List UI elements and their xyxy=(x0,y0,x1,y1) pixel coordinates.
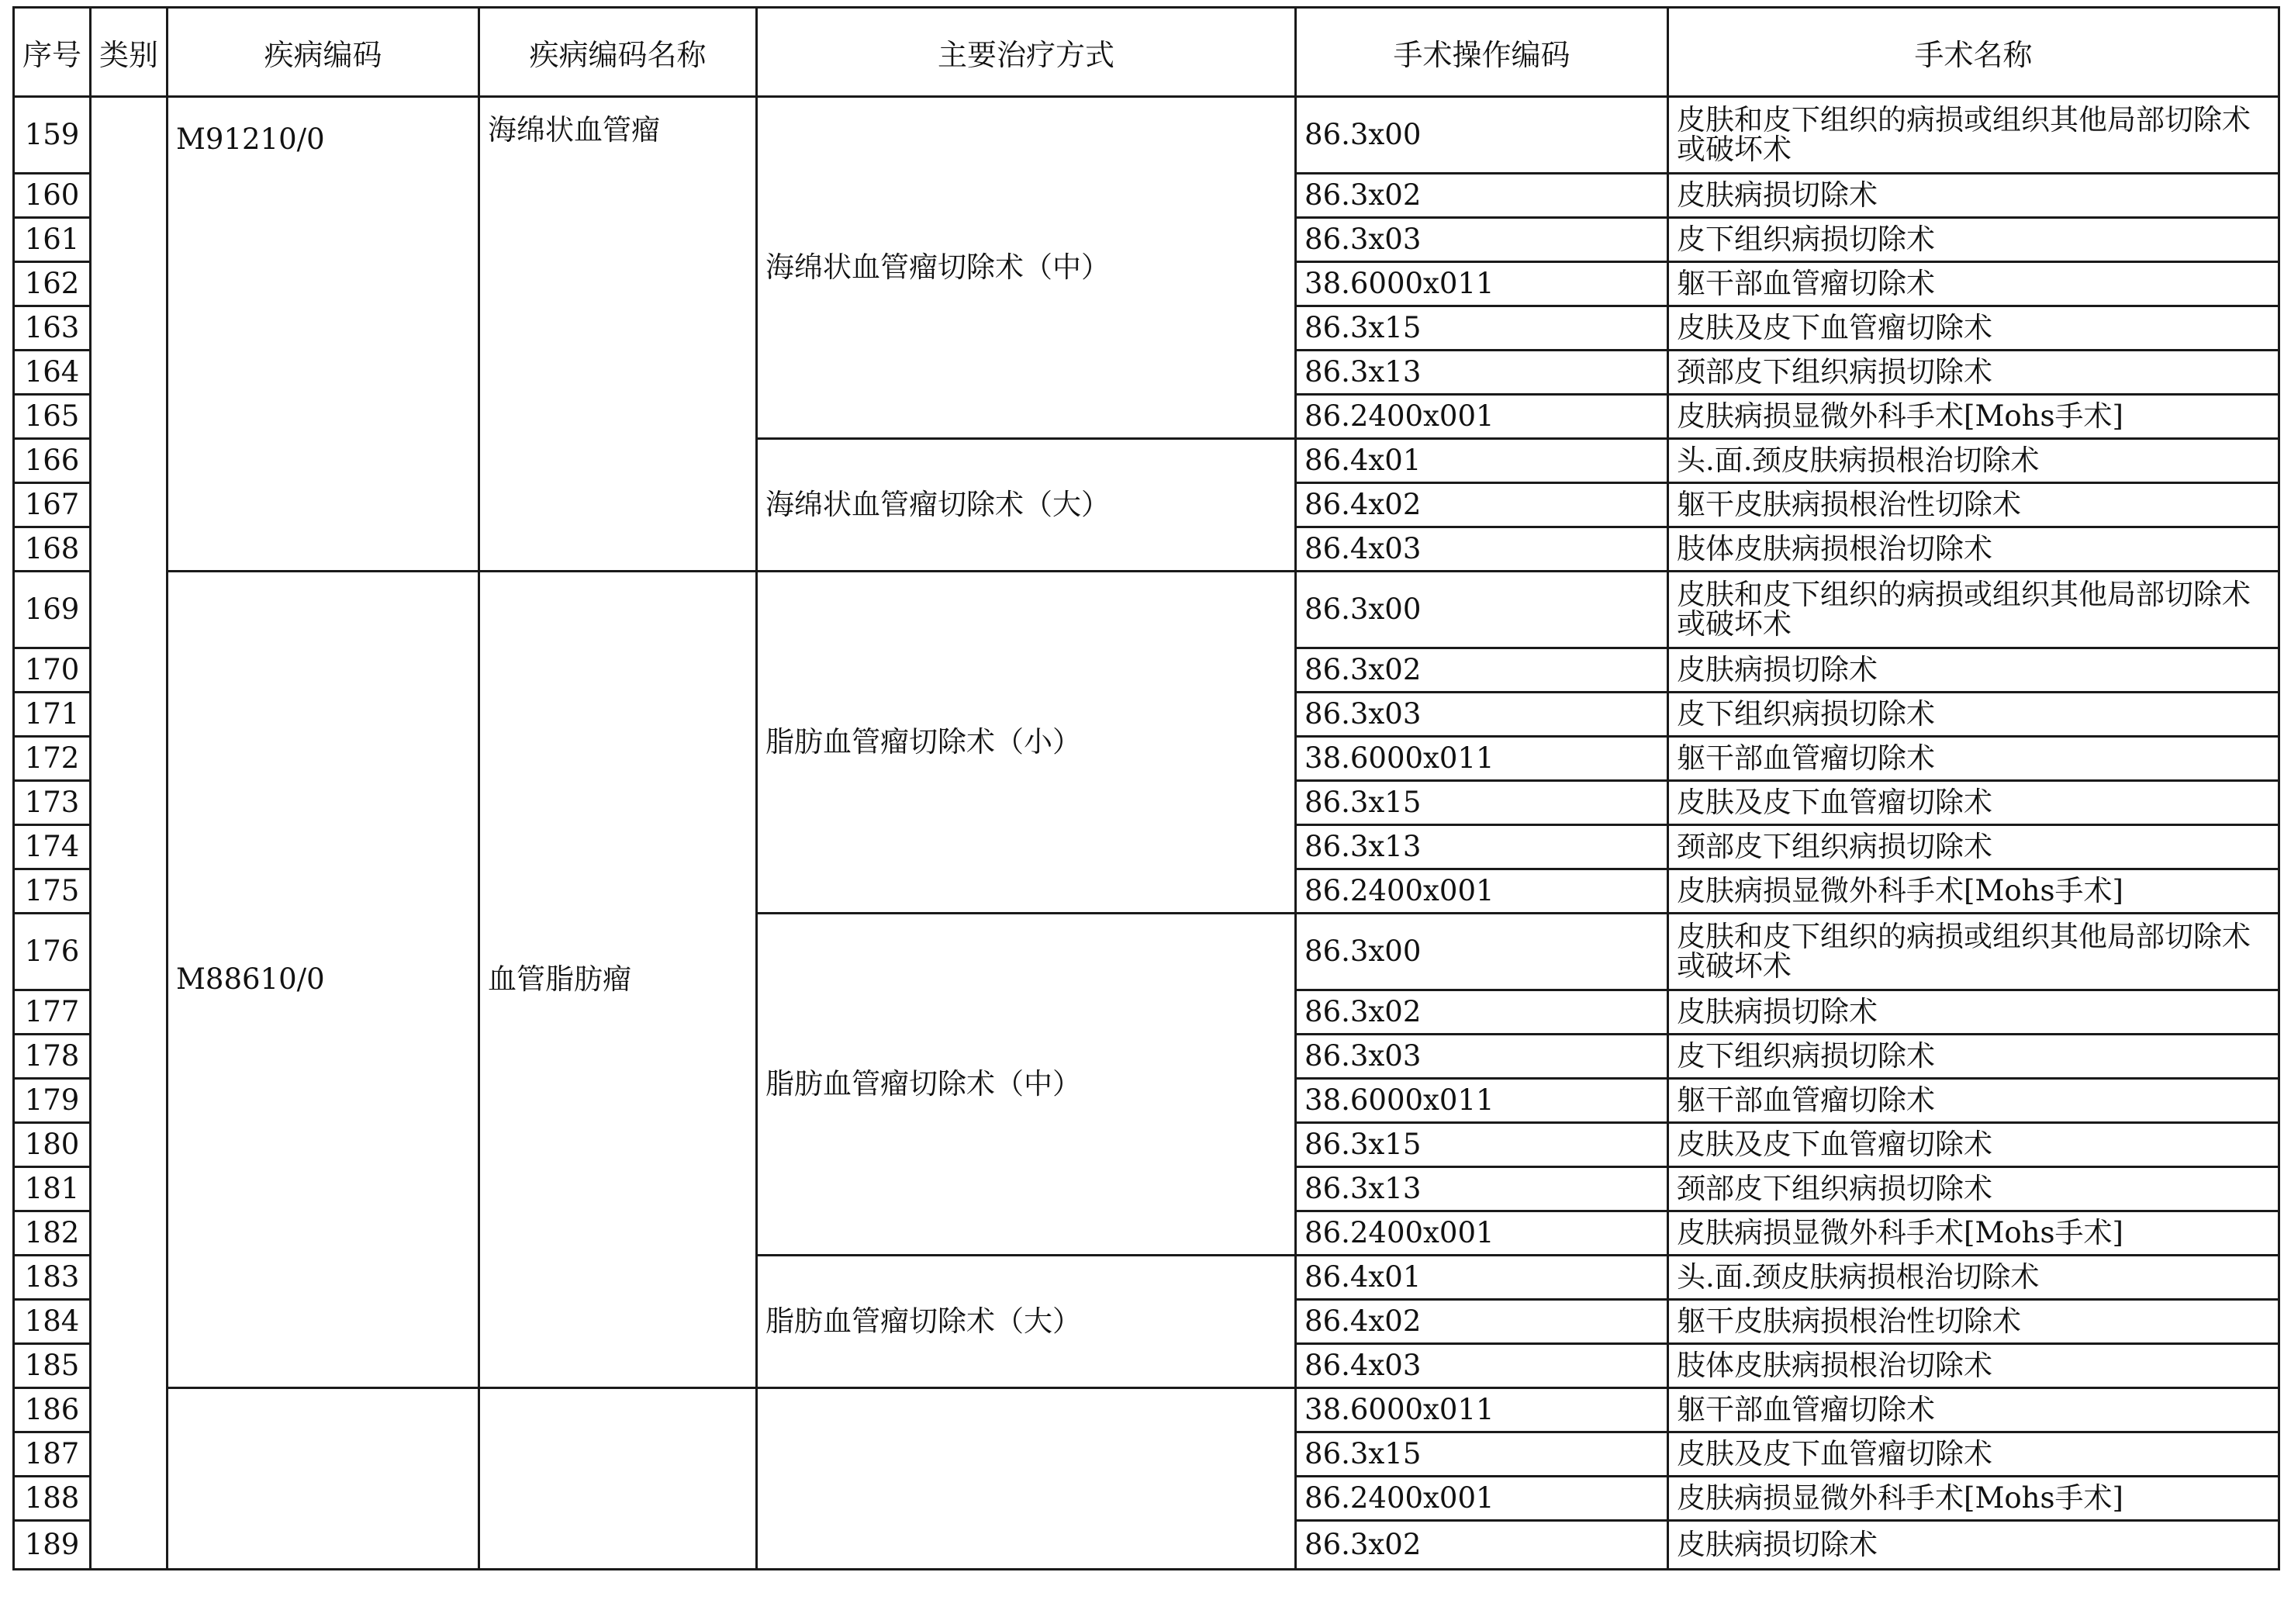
procedure-name: 皮肤及皮下血管瘤切除术 xyxy=(1668,1123,2279,1167)
procedure-code: 86.3x15 xyxy=(1296,306,1668,351)
row-seq: 186 xyxy=(14,1388,91,1432)
procedure-name: 皮下组织病损切除术 xyxy=(1668,1035,2279,1079)
disease-code-empty xyxy=(168,1388,479,1570)
procedure-name: 皮肤病损切除术 xyxy=(1668,648,2279,693)
row-seq: 159 xyxy=(14,97,91,174)
row-seq: 189 xyxy=(14,1521,91,1570)
row-seq: 164 xyxy=(14,351,91,395)
procedure-name: 躯干部血管瘤切除术 xyxy=(1668,737,2279,781)
procedure-name: 躯干部血管瘤切除术 xyxy=(1668,1079,2279,1123)
row-seq: 162 xyxy=(14,262,91,306)
procedure-name: 皮肤病损显微外科手术[Mohs手术] xyxy=(1668,1477,2279,1521)
col-header-disease-name: 疾病编码名称 xyxy=(479,8,757,97)
row-seq: 183 xyxy=(14,1256,91,1300)
procedure-code: 38.6000x011 xyxy=(1296,1388,1668,1432)
procedure-code: 38.6000x011 xyxy=(1296,737,1668,781)
procedure-name: 皮下组织病损切除术 xyxy=(1668,693,2279,737)
procedure-code: 86.3x03 xyxy=(1296,218,1668,262)
procedure-code: 86.4x01 xyxy=(1296,439,1668,483)
procedure-code: 86.4x02 xyxy=(1296,483,1668,527)
row-seq: 172 xyxy=(14,737,91,781)
procedure-name: 肢体皮肤病损根治切除术 xyxy=(1668,527,2279,572)
procedure-name: 躯干部血管瘤切除术 xyxy=(1668,1388,2279,1432)
disease-name: 血管脂肪瘤 xyxy=(479,572,757,1388)
procedure-code: 86.3x02 xyxy=(1296,990,1668,1035)
procedure-name: 躯干部血管瘤切除术 xyxy=(1668,262,2279,306)
procedure-code: 86.3x00 xyxy=(1296,572,1668,648)
procedure-code: 86.3x02 xyxy=(1296,648,1668,693)
procedure-code: 86.3x13 xyxy=(1296,351,1668,395)
procedure-name: 皮肤病损切除术 xyxy=(1668,990,2279,1035)
col-header-treatment: 主要治疗方式 xyxy=(757,8,1296,97)
procedure-name: 皮肤病损切除术 xyxy=(1668,1521,2279,1570)
procedure-code: 86.3x00 xyxy=(1296,97,1668,174)
row-seq: 181 xyxy=(14,1167,91,1211)
treatment-method: 海绵状血管瘤切除术（大） xyxy=(757,439,1296,572)
row-seq: 163 xyxy=(14,306,91,351)
procedure-code: 86.3x02 xyxy=(1296,174,1668,218)
row-seq: 182 xyxy=(14,1211,91,1256)
row-seq: 169 xyxy=(14,572,91,648)
row-seq: 166 xyxy=(14,439,91,483)
procedure-code: 38.6000x011 xyxy=(1296,262,1668,306)
row-seq: 167 xyxy=(14,483,91,527)
row-seq: 171 xyxy=(14,693,91,737)
procedure-name: 皮肤及皮下血管瘤切除术 xyxy=(1668,1432,2279,1477)
col-header-procedure-name: 手术名称 xyxy=(1668,8,2279,97)
procedure-code: 86.3x00 xyxy=(1296,914,1668,990)
row-seq: 178 xyxy=(14,1035,91,1079)
procedure-code: 86.3x02 xyxy=(1296,1521,1668,1570)
procedure-code: 86.3x13 xyxy=(1296,1167,1668,1211)
procedure-name: 皮肤病损切除术 xyxy=(1668,174,2279,218)
procedure-code: 86.4x03 xyxy=(1296,1344,1668,1388)
procedure-code: 86.2400x001 xyxy=(1296,869,1668,914)
procedure-name: 皮下组织病损切除术 xyxy=(1668,218,2279,262)
treatment-method-empty xyxy=(757,1388,1296,1570)
procedure-name: 皮肤病损显微外科手术[Mohs手术] xyxy=(1668,869,2279,914)
procedure-name: 皮肤病损显微外科手术[Mohs手术] xyxy=(1668,395,2279,439)
row-seq: 187 xyxy=(14,1432,91,1477)
procedure-code: 86.4x03 xyxy=(1296,527,1668,572)
procedure-code: 86.4x02 xyxy=(1296,1300,1668,1344)
procedure-name: 皮肤和皮下组织的病损或组织其他局部切除术或破坏术 xyxy=(1668,572,2279,648)
row-seq: 176 xyxy=(14,914,91,990)
row-seq: 173 xyxy=(14,781,91,825)
table-row xyxy=(14,572,2279,648)
procedure-code: 86.3x13 xyxy=(1296,825,1668,869)
row-seq: 184 xyxy=(14,1300,91,1344)
row-seq: 188 xyxy=(14,1477,91,1521)
procedure-name: 躯干皮肤病损根治性切除术 xyxy=(1668,483,2279,527)
procedure-name: 头.面.颈皮肤病损根治切除术 xyxy=(1668,1256,2279,1300)
procedure-code: 38.6000x011 xyxy=(1296,1079,1668,1123)
procedure-name: 颈部皮下组织病损切除术 xyxy=(1668,351,2279,395)
procedure-name: 皮肤及皮下血管瘤切除术 xyxy=(1668,781,2279,825)
row-seq: 165 xyxy=(14,395,91,439)
col-header-disease-code: 疾病编码 xyxy=(168,8,479,97)
treatment-method: 海绵状血管瘤切除术（中） xyxy=(757,97,1296,439)
table-row xyxy=(14,97,2279,174)
procedure-name: 皮肤病损显微外科手术[Mohs手术] xyxy=(1668,1211,2279,1256)
row-seq: 174 xyxy=(14,825,91,869)
row-seq: 180 xyxy=(14,1123,91,1167)
treatment-method: 脂肪血管瘤切除术（小） xyxy=(757,572,1296,914)
procedure-name: 躯干皮肤病损根治性切除术 xyxy=(1668,1300,2279,1344)
table-row xyxy=(14,1388,2279,1432)
procedure-name: 头.面.颈皮肤病损根治切除术 xyxy=(1668,439,2279,483)
procedure-table xyxy=(12,6,2280,1570)
procedure-code: 86.2400x001 xyxy=(1296,395,1668,439)
disease-code: M91210/0 xyxy=(168,97,479,572)
row-seq: 168 xyxy=(14,527,91,572)
procedure-name: 肢体皮肤病损根治切除术 xyxy=(1668,1344,2279,1388)
treatment-method: 脂肪血管瘤切除术（大） xyxy=(757,1256,1296,1388)
col-header-category: 类别 xyxy=(91,8,168,97)
treatment-method: 脂肪血管瘤切除术（中） xyxy=(757,914,1296,1256)
row-seq: 160 xyxy=(14,174,91,218)
procedure-name: 颈部皮下组织病损切除术 xyxy=(1668,1167,2279,1211)
row-seq: 177 xyxy=(14,990,91,1035)
procedure-code: 86.3x15 xyxy=(1296,781,1668,825)
procedure-code: 86.3x03 xyxy=(1296,1035,1668,1079)
procedure-code: 86.4x01 xyxy=(1296,1256,1668,1300)
row-seq: 170 xyxy=(14,648,91,693)
procedure-code: 86.3x03 xyxy=(1296,693,1668,737)
col-header-seq: 序号 xyxy=(14,8,91,97)
row-seq: 175 xyxy=(14,869,91,914)
procedure-name: 颈部皮下组织病损切除术 xyxy=(1668,825,2279,869)
procedure-name: 皮肤和皮下组织的病损或组织其他局部切除术或破坏术 xyxy=(1668,97,2279,174)
disease-name: 海绵状血管瘤 xyxy=(479,97,757,572)
category-cell xyxy=(91,97,168,1570)
procedure-name: 皮肤及皮下血管瘤切除术 xyxy=(1668,306,2279,351)
col-header-procedure-code: 手术操作编码 xyxy=(1296,8,1668,97)
header-row xyxy=(14,8,2279,97)
procedure-code: 86.2400x001 xyxy=(1296,1477,1668,1521)
procedure-name: 皮肤和皮下组织的病损或组织其他局部切除术或破坏术 xyxy=(1668,914,2279,990)
row-seq: 179 xyxy=(14,1079,91,1123)
row-seq: 185 xyxy=(14,1344,91,1388)
disease-code: M88610/0 xyxy=(168,572,479,1388)
procedure-code: 86.3x15 xyxy=(1296,1123,1668,1167)
procedure-code: 86.3x15 xyxy=(1296,1432,1668,1477)
procedure-code: 86.2400x001 xyxy=(1296,1211,1668,1256)
row-seq: 161 xyxy=(14,218,91,262)
disease-name-empty xyxy=(479,1388,757,1570)
